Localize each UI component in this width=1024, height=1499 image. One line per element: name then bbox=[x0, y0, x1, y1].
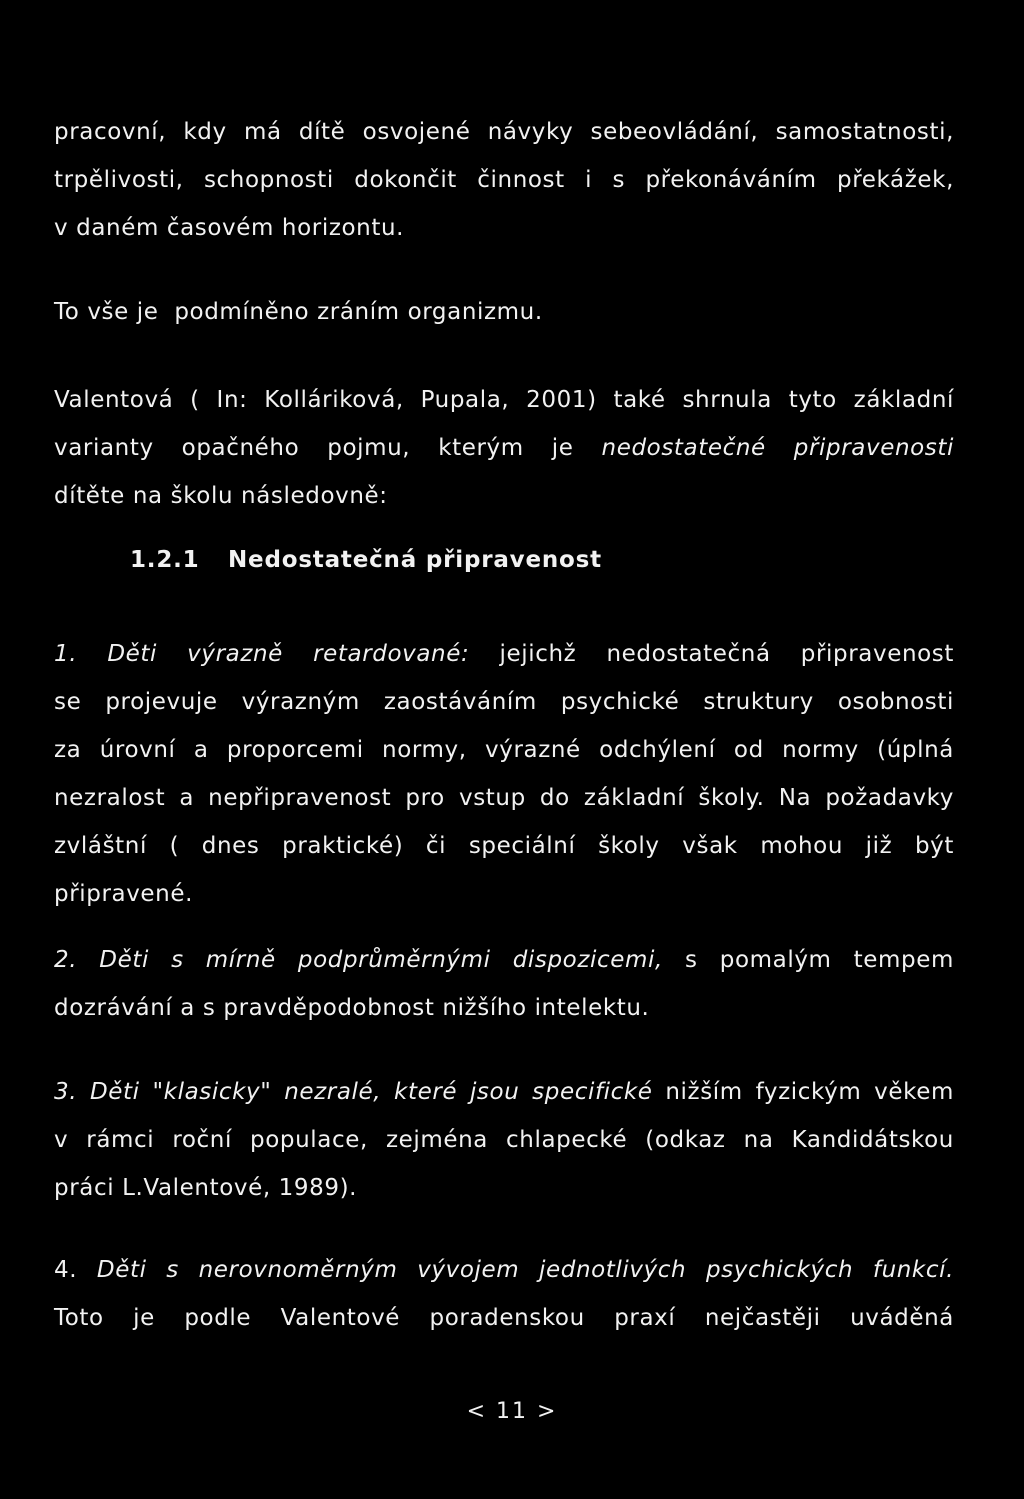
text-line: Toto je podle Valentové poradenskou praxí nejčastěji uváděná bbox=[54, 1305, 954, 1331]
text-line bbox=[54, 1246, 954, 1294]
item-number: 2. bbox=[54, 947, 78, 973]
item-title: Děti s nerovnoměrným vývojem jednotlivých psychických funkcí. bbox=[96, 1257, 954, 1283]
item-number: 1. bbox=[54, 641, 78, 667]
list-item-3 bbox=[54, 1068, 954, 1212]
text-line: Valentová ( In: Kolláriková, Pupala, 2001) také shrnula tyto základní bbox=[54, 387, 954, 413]
text-line: připravené. bbox=[54, 881, 193, 907]
text-line: dozrávání a s pravděpodobnost nižšího intelektu. bbox=[54, 995, 650, 1021]
text-line bbox=[54, 1068, 954, 1116]
section-title: Nedostatečná připravenost bbox=[228, 547, 602, 573]
text-line bbox=[54, 630, 954, 678]
text-fragment: s pomalým tempem bbox=[662, 947, 954, 973]
text-line: nezralost a nepřipravenost pro vstup do základní školy. Na požadavky bbox=[54, 785, 954, 811]
item-number: 3. bbox=[54, 1079, 78, 1105]
text-line: v rámci roční populace, zejména chlapecké (odkaz na Kandidátskou bbox=[54, 1127, 954, 1153]
list-item-2 bbox=[54, 936, 954, 1032]
emphasis-text: nedostatečné připravenosti bbox=[601, 435, 954, 461]
section-heading bbox=[130, 536, 602, 584]
section-number: 1.2.1 bbox=[130, 547, 200, 573]
text-line bbox=[54, 936, 954, 984]
text-line: práci L.Valentové, 1989). bbox=[54, 1175, 358, 1201]
text-line: dítěte na školu následovně: bbox=[54, 483, 388, 509]
text-line: zvláštní ( dnes praktické) či speciální školy však mohou již být bbox=[54, 833, 954, 859]
page-number: < 11 > bbox=[466, 1399, 558, 1424]
text-line: To vše je podmíněno zráním organizmu. bbox=[54, 299, 543, 325]
text-fragment: jejichž nedostatečná připravenost bbox=[469, 641, 955, 667]
text-line: v daném časovém horizontu. bbox=[54, 215, 405, 241]
text-line: se projevuje výrazným zaostáváním psychické struktury osobnosti bbox=[54, 689, 954, 715]
item-title: Děti "klasicky" nezralé, které jsou specifické bbox=[89, 1079, 653, 1105]
paragraph-maturation bbox=[54, 288, 954, 336]
text-line: za úrovní a proporcemi normy, výrazné odchýlení od normy (úplná bbox=[54, 737, 954, 763]
item-title: Děti s mírně podprůměrnými dispozicemi, bbox=[99, 947, 663, 973]
text-fragment: nižším fyzickým věkem bbox=[652, 1079, 954, 1105]
text-line bbox=[54, 424, 954, 472]
list-item-1 bbox=[54, 630, 954, 918]
item-number: 4. bbox=[54, 1257, 78, 1283]
paragraph-valentova bbox=[54, 376, 954, 520]
text-line: trpělivosti, schopnosti dokončit činnost i s překonáváním překážek, bbox=[54, 167, 954, 193]
list-item-4 bbox=[54, 1246, 954, 1342]
text-line: pracovní, kdy má dítě osvojené návyky sebeovládání, samostatnosti, bbox=[54, 119, 954, 145]
text-fragment: varianty opačného pojmu, kterým je bbox=[54, 435, 602, 461]
item-title: Děti výrazně retardované: bbox=[107, 641, 470, 667]
paragraph-continuation bbox=[54, 108, 954, 252]
